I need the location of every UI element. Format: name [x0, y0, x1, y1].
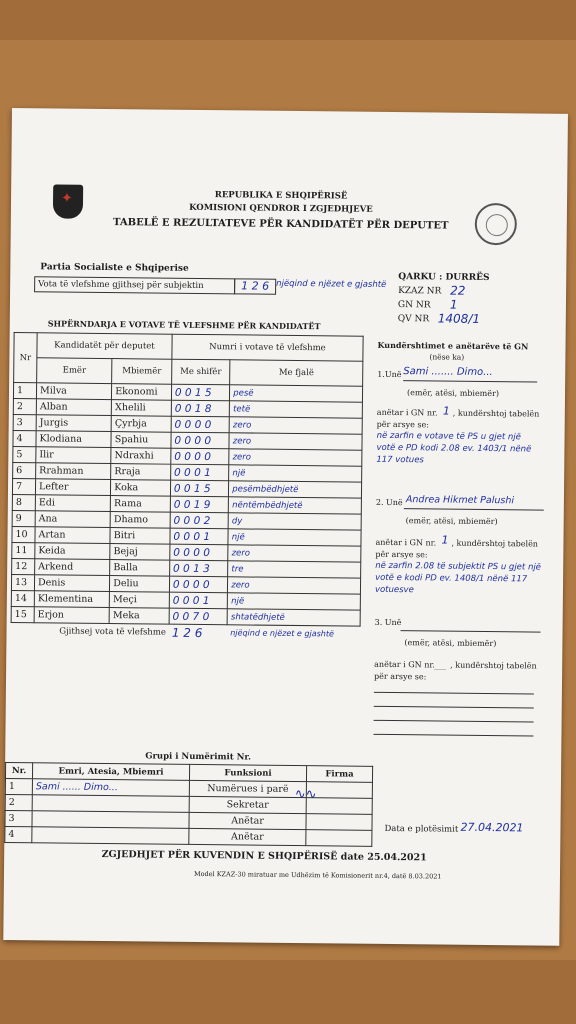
- form-title: TABELË E REZULTATEVE PËR KANDIDATËT PËR DEPUTET: [112, 217, 449, 232]
- elections-title: ZGJEDHJET PËR KUVENDIN E SHQIPËRISË date 25.04.2021: [101, 848, 427, 864]
- date-value: 27.04.2021: [460, 820, 524, 835]
- objection-3-reason-label: për arsye se:: [374, 671, 427, 682]
- cg-cell-nr: 3: [5, 810, 32, 826]
- objection-1-member: anëtar i GN nr.: [376, 407, 438, 418]
- objection-1-member-tail: , kundërshtoj tabelën: [452, 408, 540, 419]
- objection-2-name: Andrea Hikmet Palushi: [405, 494, 515, 507]
- cell-first-name: Klementina: [34, 591, 109, 608]
- cell-first-name: Jurgis: [36, 415, 111, 432]
- signature-mark-icon: ∿∿: [294, 786, 317, 803]
- cell-nr: 14: [11, 591, 34, 607]
- cell-digits: 0 0 0 0: [171, 416, 230, 433]
- cg-cell-name: [32, 811, 189, 829]
- objection-3-member-tail: , kundërshtoj tabelën: [450, 660, 537, 671]
- cg-cell-nr: 1: [5, 778, 32, 794]
- gn-label: GN NR: [397, 300, 431, 311]
- cell-first-name: Keida: [35, 543, 110, 560]
- cell-nr: 5: [13, 447, 36, 463]
- cell-last-name: Rama: [110, 496, 170, 513]
- cell-first-name: Denis: [34, 575, 109, 592]
- cell-last-name: Ekonomi: [112, 384, 172, 401]
- cell-first-name: Alban: [36, 399, 111, 416]
- cell-nr: 4: [13, 431, 36, 447]
- total-label: Gjithsej vota të vlefshme: [59, 626, 166, 638]
- col-last-name: Mbiemër: [112, 359, 172, 385]
- cg-cell-signature: [306, 814, 372, 831]
- cell-words: nëntëmbëdhjetë: [229, 497, 362, 514]
- cell-first-name: Lefter: [35, 479, 110, 496]
- total-digits: 1 2 6: [171, 625, 203, 640]
- qarku-label: QARKU : DURRËS: [398, 272, 490, 284]
- cg-cell-signature: [306, 830, 372, 847]
- cell-words: tre: [228, 561, 361, 578]
- distribution-title: SHPËRNDARJA E VOTAVE TË VLEFSHME PËR KANDIDATËT: [47, 318, 321, 332]
- objection-3-prefix: 3. Unë: [374, 617, 402, 628]
- cell-first-name: Ana: [35, 511, 110, 528]
- cell-words: pesëmbëdhjetë: [229, 481, 362, 498]
- col-nr: Nr: [14, 333, 38, 383]
- counting-group-title: Grupi i Numërimit Nr.: [145, 751, 252, 763]
- cell-words: një: [229, 465, 362, 482]
- candidate-votes-table: [10, 332, 363, 642]
- objection-1-gn: 1: [442, 404, 450, 418]
- objection-3-member: anëtar i GN nr.: [374, 659, 435, 670]
- cell-nr: 13: [11, 575, 34, 591]
- cg-col-name: Emri, Atesia, Mbiemri: [32, 763, 189, 781]
- objection-1-prefix: 1.Unë: [377, 369, 402, 380]
- objection-2-member-tail: , kundërshtoj tabelën: [451, 538, 539, 549]
- cell-digits: 0 0 0 0: [171, 432, 230, 449]
- objection-2-reason-label: për arsye se:: [375, 549, 428, 560]
- cg-cell-name: Sami ...... Dimo...: [32, 779, 189, 797]
- objection-1-reason-label: për arsye se:: [376, 419, 430, 430]
- results-form-sheet: [3, 108, 568, 946]
- cell-words: zero: [229, 449, 362, 466]
- cell-nr: 3: [13, 415, 36, 431]
- commission-heading: KOMISIONI QENDROR I ZGJEDHJEVE: [189, 202, 373, 215]
- cell-nr: 1: [13, 383, 36, 399]
- objections-title: Kundërshtimet e anëtarëve të GN: [377, 339, 529, 352]
- valid-votes-label: Vota të vlefshme gjithsej për subjektin: [34, 276, 235, 294]
- cell-nr: 7: [12, 479, 35, 495]
- cell-last-name: Rraja: [111, 464, 171, 481]
- cell-digits: 0 0 0 1: [170, 464, 229, 481]
- cell-nr: 9: [12, 511, 35, 527]
- cg-cell-function: Anëtar: [189, 812, 306, 829]
- cell-last-name: Xhelili: [112, 400, 172, 417]
- cg-col-function: Funksioni: [189, 764, 306, 781]
- valid-votes-digits: 1 2 6: [234, 278, 276, 294]
- counting-member-row: [5, 826, 372, 846]
- objections-subtitle: (nëse ka): [429, 352, 465, 362]
- cell-first-name: Edi: [35, 495, 110, 512]
- cell-last-name: Ndraxhi: [111, 448, 171, 465]
- cell-digits: 0 0 0 1: [169, 592, 228, 609]
- objection-1-hint: (emër, atësi, mbiemër): [406, 388, 500, 399]
- cell-last-name: Bitri: [110, 528, 170, 545]
- date-label: Data e plotësimit: [384, 823, 459, 835]
- cell-digits: 0 0 0 2: [170, 512, 229, 529]
- col-words: Me fjalë: [230, 360, 363, 386]
- cell-digits: 0 0 0 0: [171, 448, 230, 465]
- wood-background-top: [0, 0, 576, 40]
- kzaz-label: KZAZ NR: [398, 286, 442, 297]
- cell-words: zero: [229, 417, 362, 434]
- cg-cell-name: [32, 795, 189, 813]
- cell-digits: 0 0 0 1: [170, 528, 229, 545]
- cell-digits: 0 0 1 8: [171, 400, 230, 417]
- cell-last-name: Meçi: [109, 592, 169, 609]
- cell-last-name: Bejaj: [110, 544, 170, 561]
- cg-cell-function: Anëtar: [189, 828, 306, 845]
- cell-nr: 12: [12, 559, 35, 575]
- cell-digits: 0 0 0 0: [169, 576, 228, 593]
- cell-words: pesë: [230, 385, 363, 402]
- cg-col-nr: Nr.: [5, 762, 32, 778]
- total-words: njëqind e njëzet e gjashtë: [230, 628, 334, 639]
- objection-3-hint: (emër, atësi, mbiemër): [404, 638, 497, 649]
- cell-digits: 0 0 1 5: [171, 384, 230, 401]
- cg-cell-nr: 2: [5, 794, 32, 810]
- cell-digits: 0 0 1 9: [170, 496, 229, 513]
- cell-first-name: Ilir: [36, 447, 111, 464]
- col-candidates: Kandidatët për deputet: [37, 333, 172, 359]
- cell-nr: 6: [13, 463, 36, 479]
- cell-last-name: Deliu: [110, 576, 170, 593]
- cell-last-name: Dhamo: [110, 512, 170, 529]
- cg-col-signature: Firma: [306, 766, 372, 783]
- qv-label: QV NR: [397, 314, 430, 325]
- objection-2-member: anëtar i GN nr.: [375, 537, 437, 548]
- objection-2-prefix: 2. Unë: [375, 497, 403, 508]
- objection-2-hint: (emër, atësi, mbiemër): [405, 516, 498, 527]
- cell-first-name: Arkend: [35, 559, 110, 576]
- cell-last-name: Koka: [111, 480, 171, 497]
- cell-nr: 10: [12, 527, 35, 543]
- party-name: Partia Socialiste e Shqiperise: [40, 262, 189, 274]
- cell-digits: 0 0 1 3: [169, 560, 228, 577]
- model-note: Model KZAZ-30 miratuar me Udhëzim të Komisionerit nr.4, datë 8.03.2021: [193, 869, 442, 881]
- wood-background-bottom: [0, 960, 576, 1024]
- col-digits: Me shifër: [171, 359, 230, 385]
- cg-cell-function: Numërues i parë: [189, 780, 306, 797]
- cell-words: shtatëdhjetë: [227, 609, 360, 626]
- cell-last-name: Spahiu: [111, 432, 171, 449]
- cg-cell-name: [32, 827, 189, 845]
- cell-last-name: Balla: [110, 560, 170, 577]
- kzaz-value: 22: [450, 283, 466, 298]
- objection-3-gn: ___: [434, 660, 447, 670]
- objection-2-text: në zarfin 2.08 të subjektit PS u gjet një votë e kodi PD ev. 1408/1 nënë 117 votuesve: [374, 560, 542, 596]
- cell-digits: 0 0 1 5: [170, 480, 229, 497]
- cell-nr: 15: [11, 607, 34, 623]
- cell-last-name: Meka: [109, 608, 169, 625]
- cell-words: zero: [228, 545, 361, 562]
- cell-digits: 0 0 7 0: [169, 608, 228, 625]
- gn-value: 1: [449, 297, 458, 312]
- cell-first-name: Artan: [35, 527, 110, 544]
- cell-words: një: [228, 529, 361, 546]
- cell-words: zero: [229, 433, 362, 450]
- col-first-name: Emër: [37, 358, 112, 384]
- cell-words: një: [228, 593, 361, 610]
- cell-first-name: Klodiana: [36, 431, 111, 448]
- kqz-seal-icon: [475, 203, 517, 245]
- cg-cell-function: Sekretar: [189, 796, 306, 813]
- cell-digits: 0 0 0 0: [170, 544, 229, 561]
- cell-nr: 2: [13, 399, 36, 415]
- valid-votes-words: njëqind e njëzet e gjashtë: [276, 278, 387, 290]
- cg-cell-nr: 4: [5, 826, 32, 842]
- albania-emblem-icon: [53, 184, 83, 218]
- objection-2-gn: 1: [441, 533, 449, 547]
- cell-last-name: Çyrbja: [111, 416, 171, 433]
- cell-first-name: Milva: [36, 383, 111, 400]
- counting-group-table: [4, 762, 373, 847]
- cell-nr: 11: [12, 543, 35, 559]
- cell-nr: 8: [12, 495, 35, 511]
- cell-words: dy: [228, 513, 361, 530]
- qv-value: 1408/1: [437, 311, 481, 326]
- cell-first-name: Rrahman: [36, 463, 111, 480]
- cell-first-name: Erjon: [34, 607, 109, 624]
- republic-heading: REPUBLIKA E SHQIPËRISË: [214, 190, 348, 202]
- objection-1-text: në zarfin e votave të PS u gjet një votë e PD kodi 2.08 ev. 1403/1 nënë 117 votues: [376, 430, 532, 466]
- col-votes: Numri i votave të vlefshme: [172, 334, 363, 361]
- cell-words: zero: [228, 577, 361, 594]
- cell-words: tetë: [230, 401, 363, 418]
- objection-1-name: Sami ....... Dimo...: [403, 366, 493, 379]
